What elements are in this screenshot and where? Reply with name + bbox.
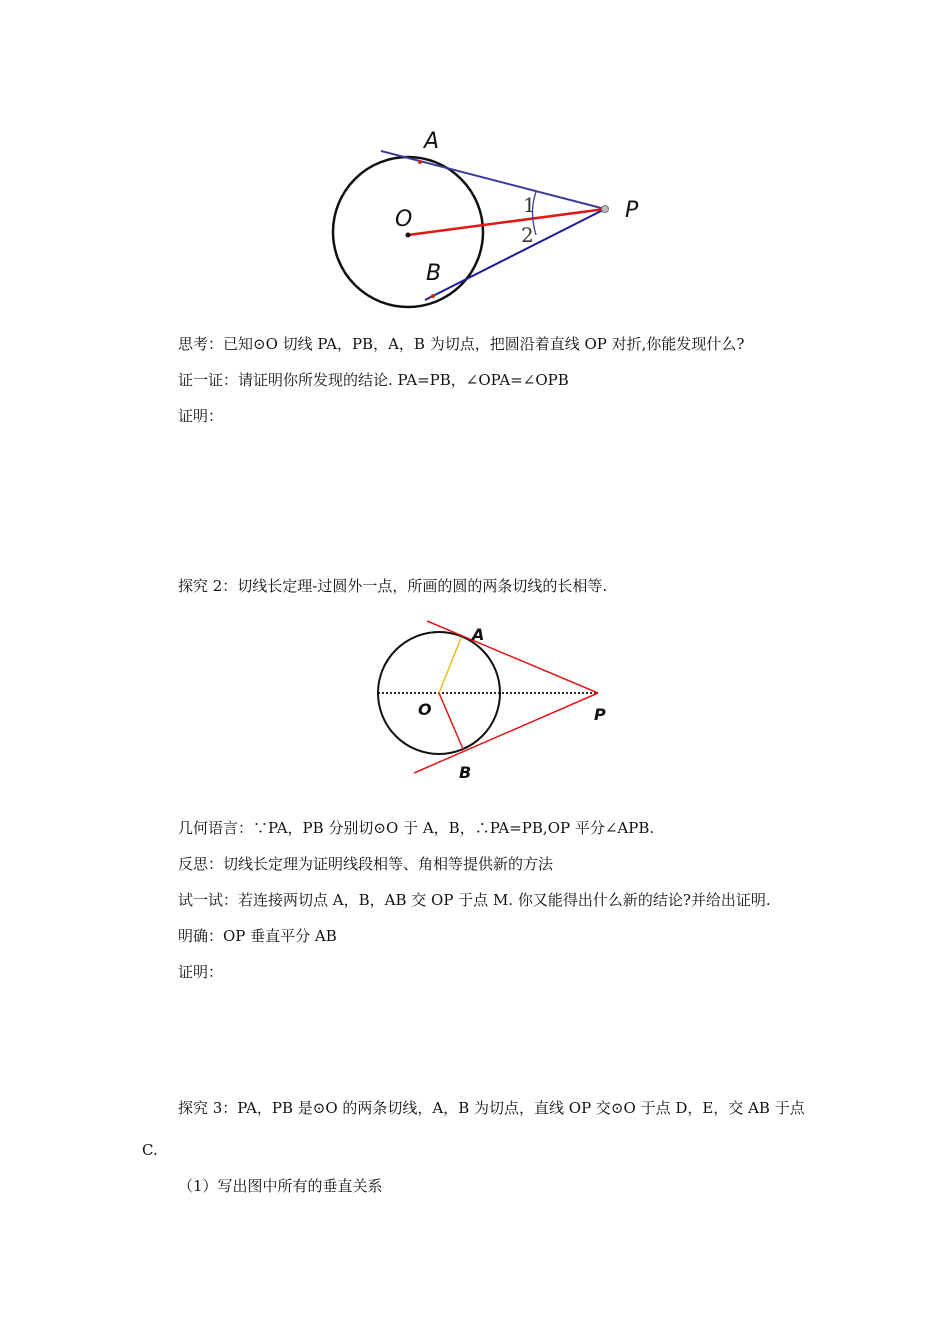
label-a: A [424,129,440,154]
label-p: P [594,705,606,724]
figure-1-tangent-diagram [320,120,650,320]
reflect-paragraph: 反思：切线长定理为证明线段相等、角相等提供新的方法 [178,855,554,873]
point-b [431,294,435,298]
segment-op [408,209,605,235]
tangent-pb [425,209,605,300]
label-a: A [472,625,485,644]
radius-ob [439,693,463,749]
try-it-paragraph: 试一试：若连接两切点 A，B，AB 交 OP 于点 M. 你又能得出什么新的结论?并给出证明. [178,891,771,909]
label-o: O [418,700,432,719]
tangent-pa [381,151,605,209]
point-o [406,233,411,238]
explore-3-paragraph-line-2: C. [142,1141,158,1159]
angle-label-1: 1 [523,193,536,217]
prove-try-paragraph: 证一证：请证明你所发现的结论. PA=PB，∠OPA=∠OPB [178,371,569,389]
label-p: P [625,198,639,223]
figure-2-tangent-length-diagram [370,612,620,784]
proof-label-2: 证明： [178,963,224,981]
think-paragraph: 思考：已知⊙O 切线 PA，PB，A，B 为切点，把圆沿着直线 OP 对折,你能发现什么? [178,335,745,353]
label-o: O [395,207,413,232]
question-1: （1）写出图中所有的垂直关系 [178,1177,383,1195]
point-p [602,206,609,213]
tangent-pb [414,693,598,773]
label-b: B [459,763,472,782]
geometry-language-paragraph: 几何语言：∵PA，PB 分别切⊙O 于 A，B，∴PA=PB,OP 平分∠APB. [178,819,655,837]
angle-label-2: 2 [521,223,534,247]
explore-3-paragraph-line-1: 探究 3：PA，PB 是⊙O 的两条切线，A，B 为切点，直线 OP 交⊙O 于点 D，E，交 AB 于点 [178,1099,805,1117]
radius-oa [439,638,461,693]
proof-label-1: 证明： [178,407,224,425]
clarify-paragraph: 明确：OP 垂直平分 AB [178,927,337,945]
label-b: B [426,261,442,286]
point-a [418,160,422,164]
circle-o [333,157,483,307]
explore-2-paragraph: 探究 2：切线长定理-过圆外一点，所画的圆的两条切线的长相等. [178,577,608,595]
